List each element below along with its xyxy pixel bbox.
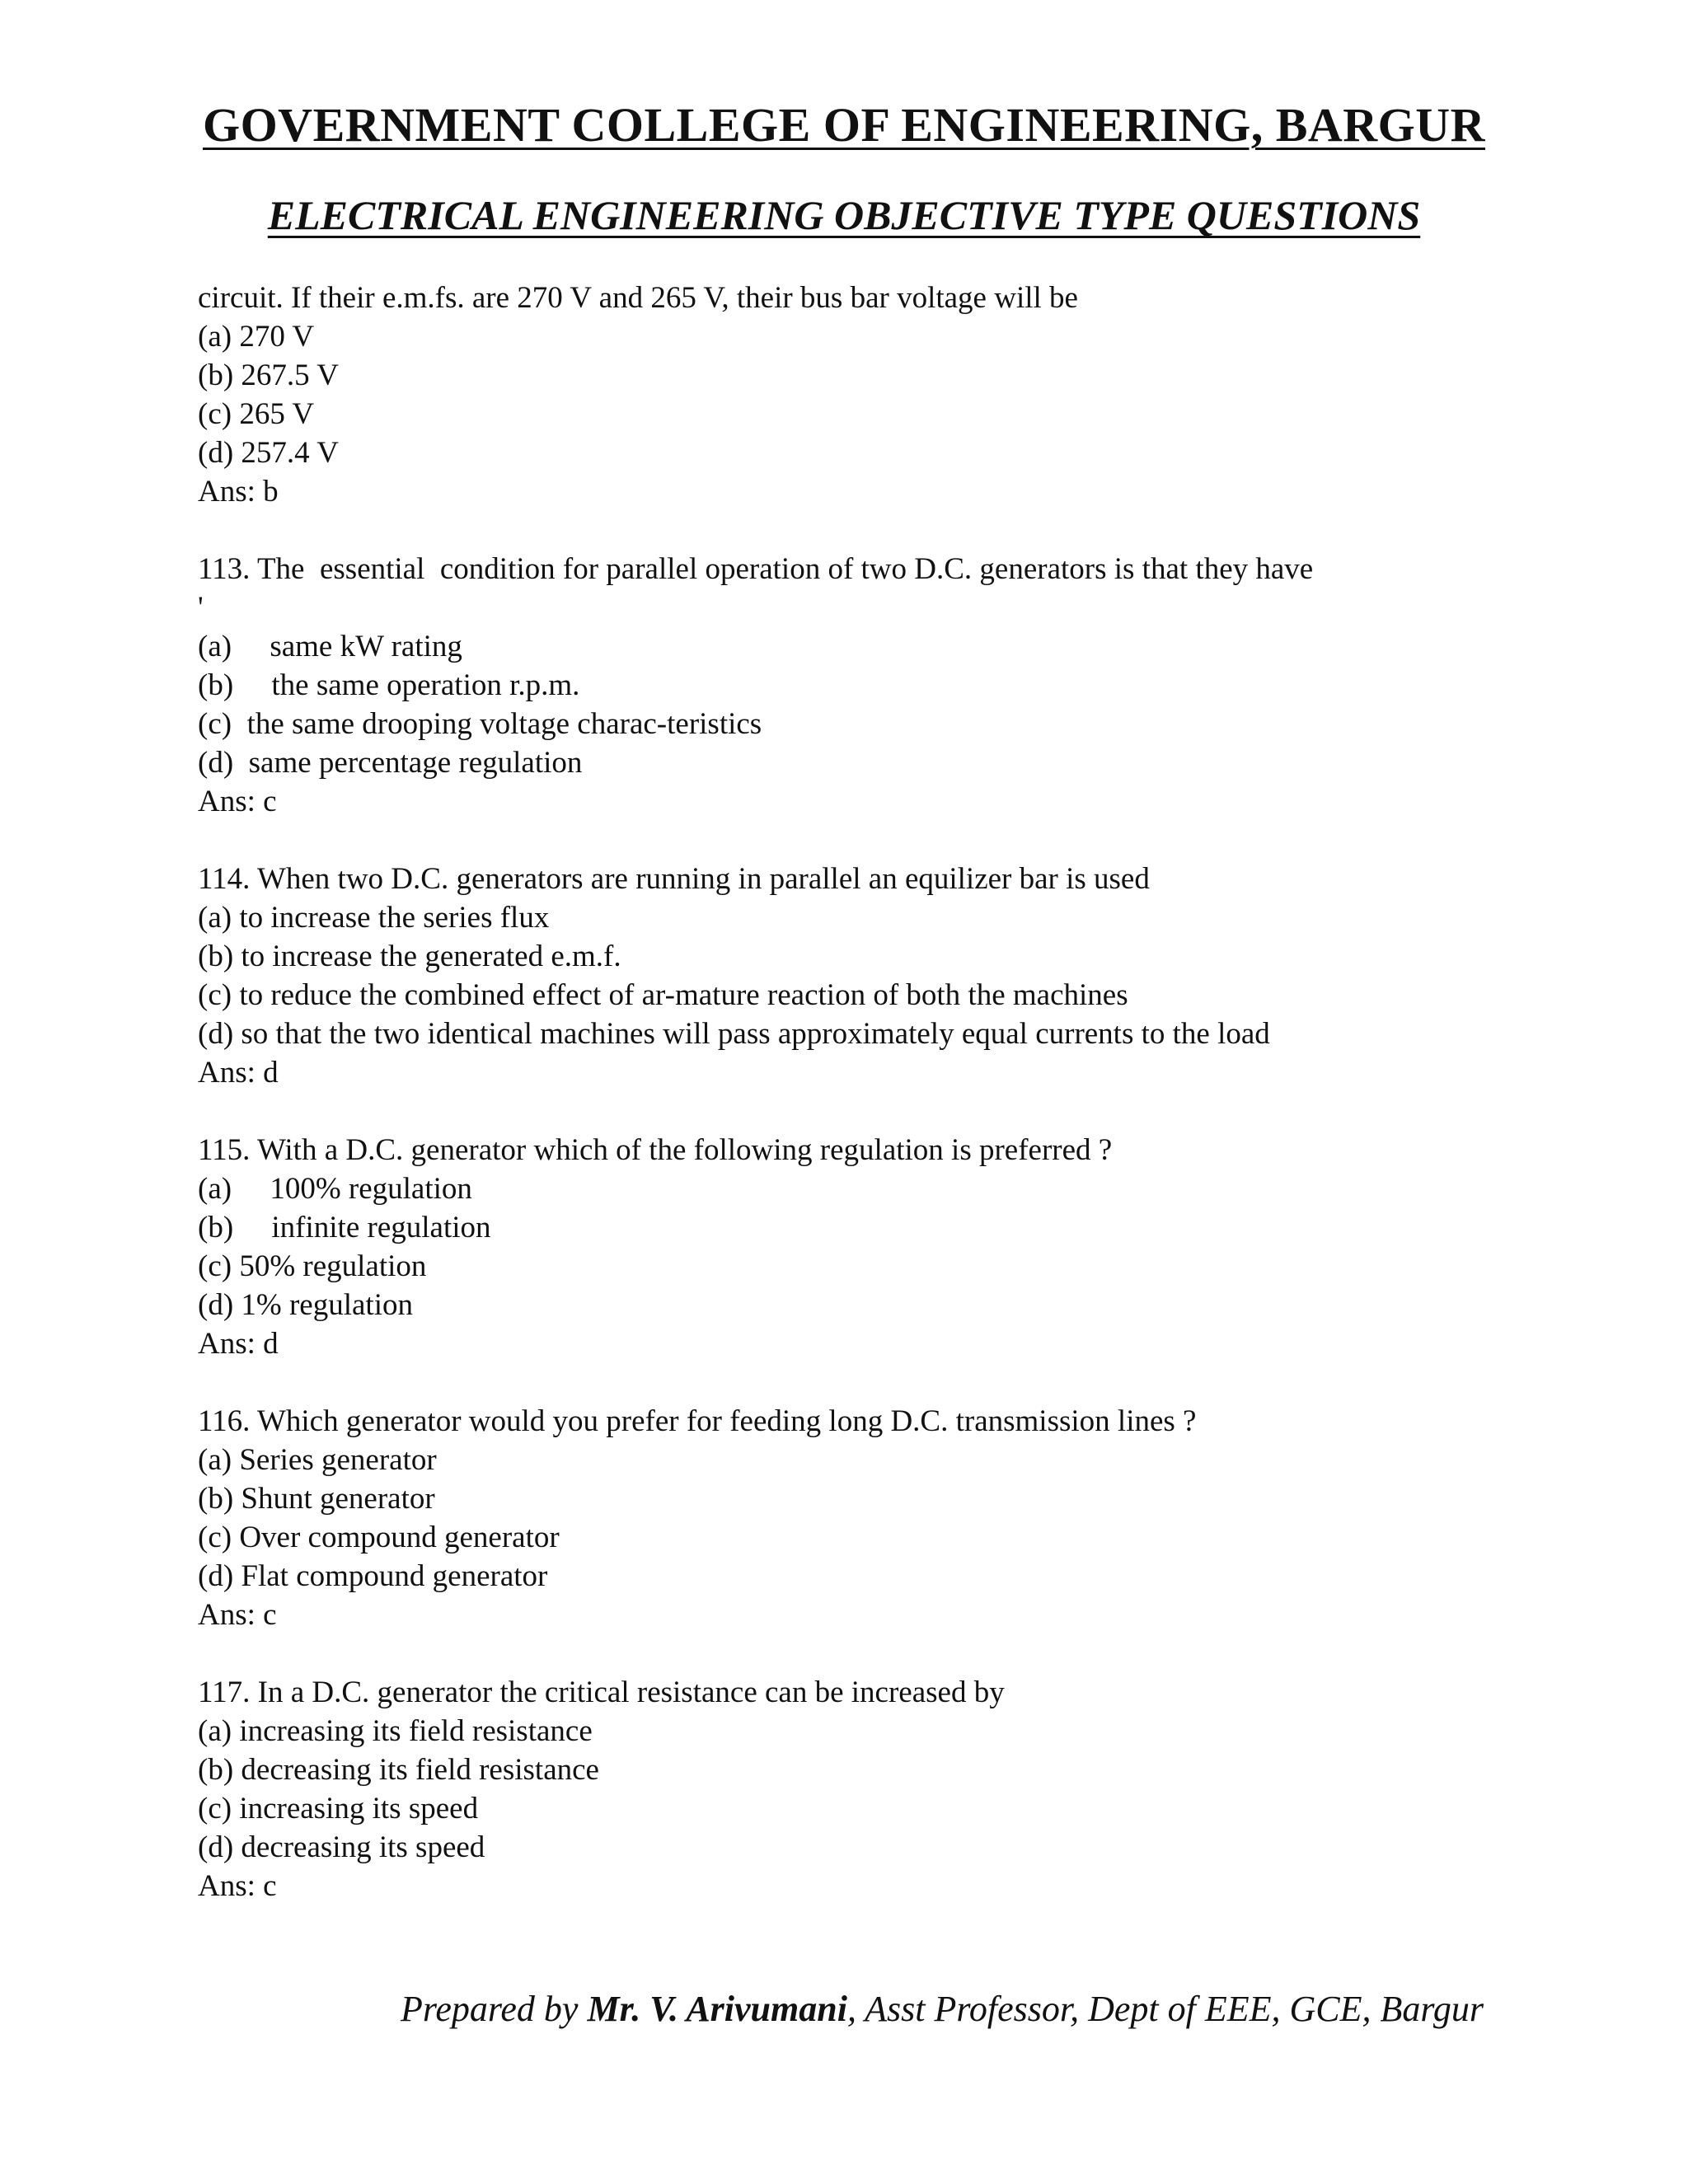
question-stem: 117. In a D.C. generator the critical resistance can be increased by xyxy=(198,1675,1005,1709)
answer: Ans: b xyxy=(198,475,279,509)
option-c: (c) 50% regulation xyxy=(198,1249,427,1283)
question-stem-extra: ' xyxy=(198,591,204,625)
question-stem: 113. The essential condition for parallel operation of two D.C. generators is that they have xyxy=(198,552,1314,586)
question-block xyxy=(198,279,1550,511)
option-a: (a) 100% regulation xyxy=(198,1172,472,1206)
subject-title: ELECTRICAL ENGINEERING OBJECTIVE TYPE QUESTIONS xyxy=(267,192,1421,238)
option-a: (a) increasing its field resistance xyxy=(198,1714,593,1748)
question-stem: 116. Which generator would you prefer for feeding long D.C. transmission lines ? xyxy=(198,1404,1197,1438)
option-d: (d) so that the two identical machines will pass approximately equal currents to the load xyxy=(198,1017,1270,1051)
option-a: (a) 270 V xyxy=(198,320,315,354)
prepared-by-footer xyxy=(0,1988,1484,2030)
option-d: (d) decreasing its speed xyxy=(198,1830,485,1864)
footer-author: Mr. V. Arivumani xyxy=(587,1989,847,2029)
option-c: (c) the same drooping voltage charac-teristics xyxy=(198,707,762,741)
option-b: (b) 267.5 V xyxy=(198,359,339,392)
question-block xyxy=(198,1402,1550,1634)
question-block xyxy=(198,860,1550,1092)
option-a: (a) same kW rating xyxy=(198,630,462,663)
question-block xyxy=(198,1673,1550,1905)
option-c: (c) increasing its speed xyxy=(198,1792,479,1825)
questions-list xyxy=(198,279,1550,1944)
answer: Ans: d xyxy=(198,1327,279,1361)
footer-prefix: Prepared by xyxy=(401,1989,588,2029)
answer: Ans: d xyxy=(198,1056,279,1090)
college-title: GOVERNMENT COLLEGE OF ENGINEERING, BARGUR xyxy=(202,98,1486,152)
option-a: (a) to increase the series flux xyxy=(198,901,550,935)
option-b: (b) decreasing its field resistance xyxy=(198,1753,599,1787)
option-d: (d) 257.4 V xyxy=(198,436,339,470)
answer: Ans: c xyxy=(198,785,277,818)
footer-suffix: , Asst Professor, Dept of EEE, GCE, Bargur xyxy=(846,1989,1484,2029)
option-d: (d) 1% regulation xyxy=(198,1288,413,1322)
question-stem: circuit. If their e.m.fs. are 270 V and 265 V, their bus bar voltage will be xyxy=(198,281,1078,315)
option-c: (c) Over compound generator xyxy=(198,1521,560,1554)
question-stem: 114. When two D.C. generators are running in parallel an equilizer bar is used xyxy=(198,862,1150,896)
option-d: (d) same percentage regulation xyxy=(198,746,583,780)
option-d: (d) Flat compound generator xyxy=(198,1559,548,1593)
option-b: (b) the same operation r.p.m. xyxy=(198,668,580,702)
answer: Ans: c xyxy=(198,1869,277,1903)
question-stem: 115. With a D.C. generator which of the following regulation is preferred ? xyxy=(198,1133,1113,1167)
option-b: (b) to increase the generated e.m.f. xyxy=(198,940,621,973)
answer: Ans: c xyxy=(198,1598,277,1632)
question-block xyxy=(198,1131,1550,1363)
option-c: (c) to reduce the combined effect of ar-mature reaction of both the machines xyxy=(198,978,1128,1012)
option-b: (b) infinite regulation xyxy=(198,1211,491,1244)
question-block xyxy=(198,550,1550,821)
option-c: (c) 265 V xyxy=(198,397,315,431)
option-b: (b) Shunt generator xyxy=(198,1482,435,1516)
option-a: (a) Series generator xyxy=(198,1443,437,1477)
